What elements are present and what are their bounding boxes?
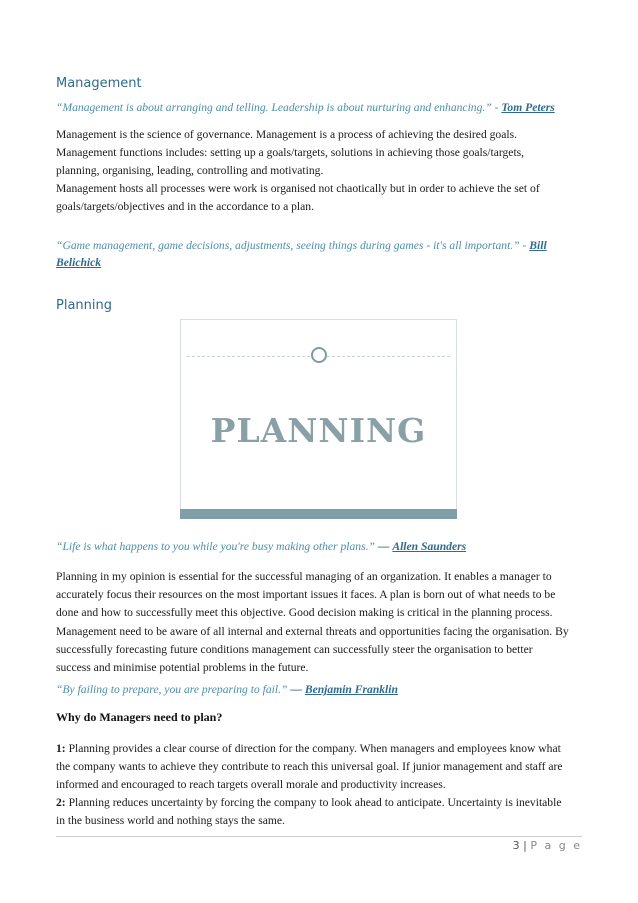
text-line: Management is the science of governance. Management is a process of achieving the desired goals. [56, 128, 518, 141]
text-line: Planning in my opinion is essential for the successful managing of an organization. It enables a manager to [56, 570, 552, 583]
planning-image-label: PLANNING [210, 411, 427, 450]
belichick-quote-author-last[interactable]: Belichick [56, 256, 102, 269]
text-span: Planning reduces uncertainty by forcing the company to look ahead to anticipate. Uncertainty is inevitable [65, 796, 562, 809]
planning-image-bar [180, 509, 457, 519]
text-span: Planning provides a clear course of direction for the company. When managers and employees know what [65, 742, 561, 755]
text-line: successfully forecasting future conditions management can successfully steer the organisation to better [56, 642, 533, 656]
saunders-quote-author[interactable]: Allen Saunders [392, 540, 467, 553]
page-word: P a g e [530, 839, 582, 852]
point-1-number: 1: [56, 742, 66, 755]
footer-divider [56, 836, 582, 837]
text-line: Management functions includes: setting up a goals/targets, solutions in achieving those goals/targets, [56, 146, 525, 160]
text-line: Management need to be aware of all internal and external threats and opportunities facing the organisation. By [56, 624, 569, 638]
saunders-quote-text: “Life is what happens to you while you're busy making other plans.” [56, 540, 375, 553]
management-quote [56, 99, 582, 116]
hanging-ring-icon [311, 347, 327, 363]
planning-image [180, 319, 457, 519]
footer-separator: | [523, 839, 527, 852]
planning-paragraph [56, 568, 582, 677]
franklin-quote-author[interactable]: Benjamin Franklin [304, 683, 398, 696]
quote-dash: — [377, 540, 390, 553]
page-number: 3 [512, 839, 520, 852]
point-1-paragraph [56, 740, 582, 795]
text-line: planning, organising, leading, controlling and motivating. [56, 164, 324, 178]
text-line [56, 740, 582, 758]
management-quote-author[interactable]: Tom Peters [501, 101, 555, 114]
text-line: accurately focus their resources on the most important issues it faces. A plan is born out of what needs to be [56, 588, 556, 602]
text-line: done and how to successfully meet this objective. Good decision making is critical in the planning process. [56, 606, 553, 620]
text-line: in the business world and nothing stays the same. [56, 814, 285, 828]
text-line: informed and encouraged to reach targets overall morale and productivity increases. [56, 778, 446, 792]
text-line [56, 794, 582, 812]
point-2-paragraph [56, 794, 582, 830]
franklin-quote [56, 681, 582, 698]
belichick-quote [56, 237, 582, 271]
text-line: goals/targets/objectives and in the accordance to a plan. [56, 200, 314, 214]
saunders-quote [56, 538, 582, 555]
management-quote-text: “Management is about arranging and telling. Leadership is about nurturing and enhancing.” - [56, 101, 499, 114]
planning-heading: Planning [56, 298, 112, 313]
why-plan-subheading: Why do Managers need to plan? [56, 710, 223, 724]
text-line: Management hosts all processes were work is organised not chaotically but in order to achieve the set of [56, 182, 540, 195]
belichick-quote-author-first[interactable]: Bill [529, 239, 547, 252]
management-paragraph-1 [56, 126, 582, 181]
management-heading: Management [56, 76, 142, 91]
text-line: success and minimise potential problems in the future. [56, 661, 309, 675]
belichick-quote-text: “Game management, game decisions, adjustments, seeing things during games - it's all important.” - [56, 239, 527, 252]
franklin-quote-text: “By failing to prepare, you are preparing to fail.” [56, 683, 288, 696]
point-2-number: 2: [56, 796, 66, 809]
management-paragraph-2 [56, 180, 582, 216]
text-line: the company wants to achieve they contribute to reach this universal goal. If junior management and staff are [56, 760, 563, 774]
quote-dash: — [290, 683, 302, 696]
page-footer [513, 839, 582, 852]
